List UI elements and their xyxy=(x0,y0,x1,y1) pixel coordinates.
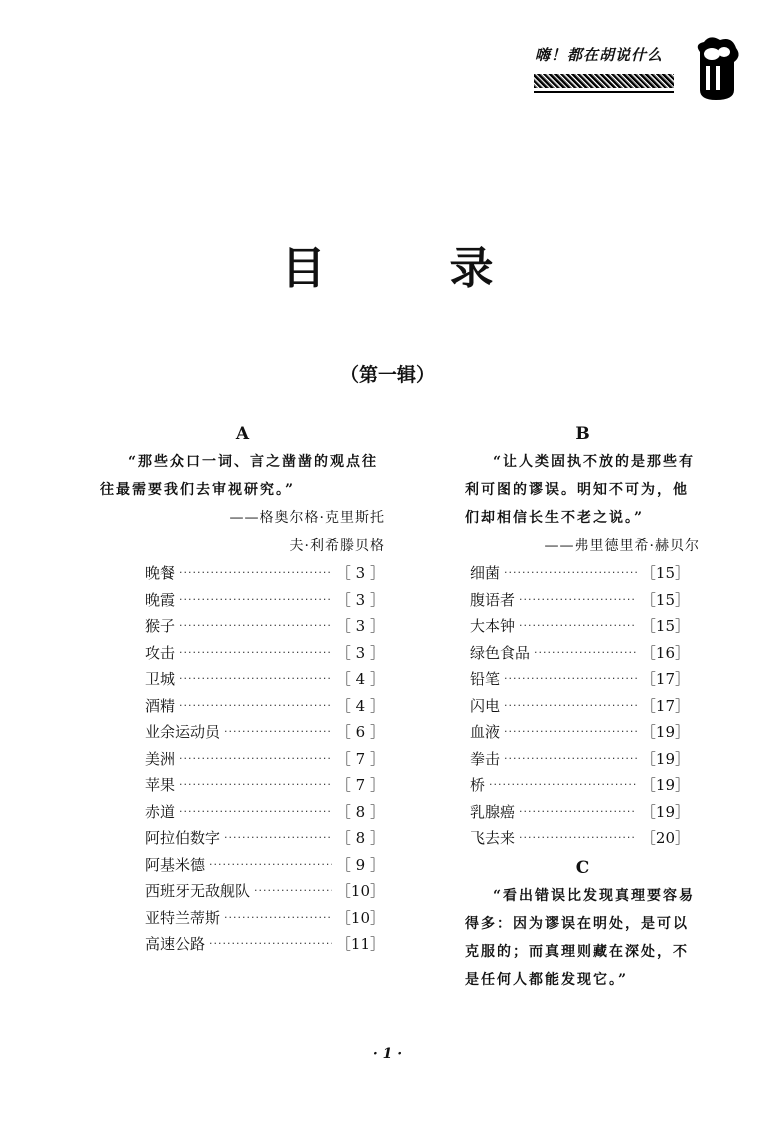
leader-dots xyxy=(179,666,332,693)
leader-dots xyxy=(179,746,332,773)
leader-dots xyxy=(179,799,332,826)
toc-entry[interactable] xyxy=(470,613,690,640)
toc-entry[interactable] xyxy=(145,587,385,614)
leader-dots xyxy=(254,878,332,905)
toc-entry-page: ［ 7 ］ xyxy=(335,749,385,768)
toc-entry[interactable] xyxy=(145,878,385,905)
toc-entry[interactable] xyxy=(470,825,690,852)
header-decoration-bar xyxy=(534,74,674,88)
toc-entry[interactable] xyxy=(470,746,690,773)
leader-dots xyxy=(179,693,332,720)
page-number: · 1 · xyxy=(372,1046,403,1062)
leader-dots xyxy=(224,719,332,746)
toc-entry[interactable] xyxy=(145,772,385,799)
toc-entry-page: ［15］ xyxy=(640,564,690,582)
toc-entry-page: ［19］ xyxy=(640,776,690,794)
toc-entry[interactable] xyxy=(145,666,385,693)
toc-entry-page: ［ 4 ］ xyxy=(335,696,385,715)
toc-entry-page: ［19］ xyxy=(640,802,690,821)
toc-entry-page: ［10］ xyxy=(335,882,385,900)
toc-entry-title: 阿拉伯数字 xyxy=(145,829,221,847)
section-c-quote: “看出错误比发现真理要容易得多：因为谬误在明处，是可以克服的；而真理则藏在深处，不是任何人都能发现它。” xyxy=(465,887,696,988)
leader-dots xyxy=(179,587,332,614)
toc-entry[interactable] xyxy=(145,640,385,667)
leader-dots xyxy=(504,746,637,773)
leader-dots xyxy=(209,931,332,958)
section-letter-c: C xyxy=(575,857,590,878)
toc-entry[interactable] xyxy=(470,666,690,693)
leader-dots xyxy=(519,799,637,826)
toc-entry-title: 业余运动员 xyxy=(145,723,221,741)
section-a-attribution-2: 夫·利希滕贝格 xyxy=(289,538,385,554)
toc-entry-page: ［17］ xyxy=(640,696,690,715)
toc-entry-page: ［ 9 ］ xyxy=(335,855,385,874)
toc-entry-page: ［ 3 ］ xyxy=(335,617,385,635)
toc-entry-page: ［ 6 ］ xyxy=(335,723,385,741)
toc-entry-page: ［20］ xyxy=(640,829,690,847)
leader-dots xyxy=(179,613,332,640)
volume-subtitle: （第一辑） xyxy=(339,364,435,386)
toc-entry-page: ［ 3 ］ xyxy=(335,643,385,662)
toc-entry[interactable] xyxy=(470,560,690,587)
toc-entry-title: 酒精 xyxy=(145,696,176,715)
section-a-quote: “那些众口一词、言之凿凿的观点往往最需要我们去审视研究。” xyxy=(100,454,379,498)
toc-entry-page: ［19］ xyxy=(640,749,690,768)
toc-entry[interactable] xyxy=(145,825,385,852)
toc-entry-title: 闪电 xyxy=(470,696,501,715)
column-right xyxy=(465,420,700,994)
leader-dots xyxy=(519,613,637,640)
toc-entry[interactable] xyxy=(145,852,385,879)
leader-dots xyxy=(504,560,637,587)
leader-dots xyxy=(519,587,637,614)
toc-entry-page: ［ 4 ］ xyxy=(335,670,385,688)
leader-dots xyxy=(224,825,332,852)
toc-entry-title: 卫城 xyxy=(145,670,176,688)
toc-entry[interactable] xyxy=(470,772,690,799)
toc-entry-title: 攻击 xyxy=(145,643,176,662)
leader-dots xyxy=(224,905,332,932)
leader-dots xyxy=(209,852,332,879)
toc-entry-page: ［16］ xyxy=(640,643,690,662)
leader-dots xyxy=(534,640,637,667)
toc-entry[interactable] xyxy=(470,587,690,614)
toc-entry-title: 赤道 xyxy=(145,802,176,821)
title-char-2: 录 xyxy=(449,243,494,294)
toc-entry-page: ［11］ xyxy=(335,935,385,953)
toc-entry-title: 飞去来 xyxy=(470,829,516,847)
section-b-attribution: ——弗里德里希·赫贝尔 xyxy=(544,538,700,554)
toc-entry[interactable] xyxy=(470,719,690,746)
toc-entry-page: ［17］ xyxy=(640,670,690,688)
running-title: 嗨！都在胡说什么 xyxy=(535,46,664,64)
section-b-quote: “让人类固执不放的是那些有利可图的谬误。明知不可为，他们却相信长生不老之说。” xyxy=(465,454,696,526)
toc-entry-page: ［15］ xyxy=(640,617,690,635)
toc-entry[interactable] xyxy=(470,799,690,826)
toc-entry-title: 苹果 xyxy=(145,776,176,794)
toc-entry-title: 细菌 xyxy=(470,564,501,582)
leader-dots xyxy=(504,666,637,693)
leader-dots xyxy=(489,772,637,799)
toc-entry[interactable] xyxy=(145,560,385,587)
leader-dots xyxy=(519,825,637,852)
toc-entry-title: 美洲 xyxy=(145,749,176,768)
toc-entry-title: 高速公路 xyxy=(145,935,206,953)
toc-entry[interactable] xyxy=(145,719,385,746)
section-letter-a: A xyxy=(235,424,250,444)
toc-entry-page: ［ 7 ］ xyxy=(335,776,385,794)
toc-entry-title: 铅笔 xyxy=(470,670,501,688)
toc-entry-title: 猴子 xyxy=(145,617,176,635)
toc-entry[interactable] xyxy=(470,693,690,720)
title-char-1: 目 xyxy=(281,243,326,294)
toc-entry[interactable] xyxy=(145,931,385,958)
toc-entry[interactable] xyxy=(145,799,385,826)
section-a-attribution-1: ——格奥尔格·克里斯托 xyxy=(229,510,385,526)
toc-entry-page: ［10］ xyxy=(335,908,385,927)
toc-entry-title: 晚霞 xyxy=(145,590,176,609)
toc-entry-page: ［19］ xyxy=(640,723,690,741)
toc-entry-title: 血液 xyxy=(470,723,501,741)
toc-entry-page: ［ 8 ］ xyxy=(335,829,385,847)
toc-entry-title: 腹语者 xyxy=(470,590,516,609)
toc-entry-title: 大本钟 xyxy=(470,617,516,635)
toc-entry-title: 拳击 xyxy=(470,749,501,768)
toc-entry-page: ［ 3 ］ xyxy=(335,564,385,582)
beer-mug-logo-icon xyxy=(692,34,742,102)
toc-entry-title: 桥 xyxy=(470,776,486,794)
toc-entry-page: ［15］ xyxy=(640,590,690,609)
toc-entry-page: ［ 8 ］ xyxy=(335,802,385,821)
toc-entry-title: 西班牙无敌舰队 xyxy=(145,882,251,900)
leader-dots xyxy=(504,693,637,720)
toc-entry[interactable] xyxy=(145,613,385,640)
toc-entry-title: 绿色食品 xyxy=(470,643,531,662)
section-b-entries xyxy=(470,560,690,852)
toc-entry[interactable] xyxy=(145,693,385,720)
toc-entry[interactable] xyxy=(145,905,385,932)
toc-entry-title: 晚餐 xyxy=(145,564,176,582)
toc-entry-title: 阿基米德 xyxy=(145,855,206,874)
toc-entry[interactable] xyxy=(145,746,385,773)
toc-entry-page: ［ 3 ］ xyxy=(335,590,385,609)
leader-dots xyxy=(179,772,332,799)
section-a-entries xyxy=(145,560,385,958)
leader-dots xyxy=(504,719,637,746)
page-title xyxy=(0,232,775,296)
section-letter-b: B xyxy=(575,424,590,444)
header-rule xyxy=(534,91,674,93)
toc-entry[interactable] xyxy=(470,640,690,667)
toc-entry-title: 亚特兰蒂斯 xyxy=(145,908,221,927)
toc-entry-title: 乳腺癌 xyxy=(470,802,516,821)
leader-dots xyxy=(179,640,332,667)
column-left xyxy=(100,420,385,958)
leader-dots xyxy=(179,560,332,587)
